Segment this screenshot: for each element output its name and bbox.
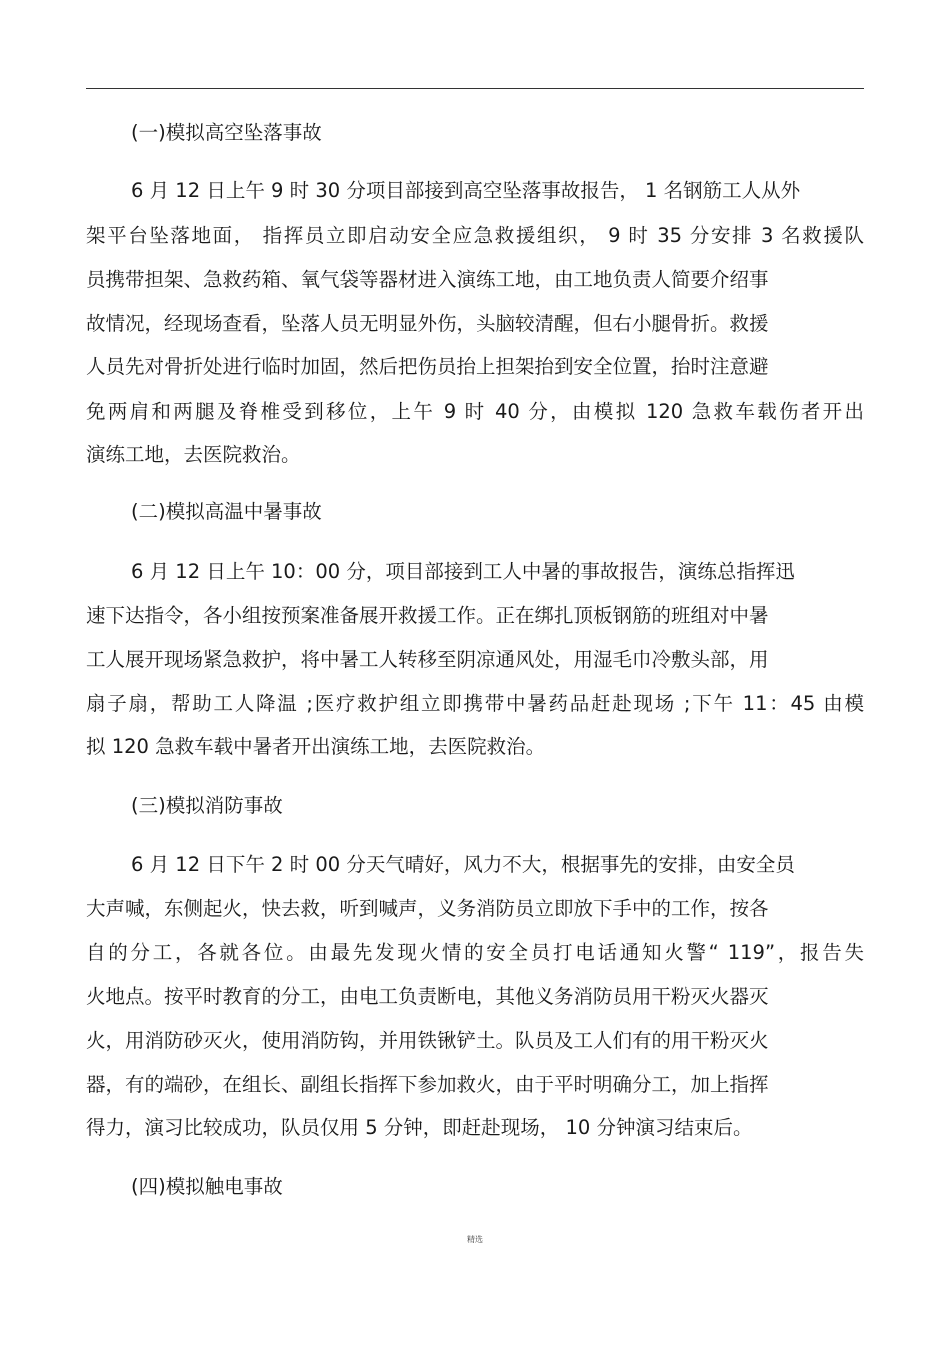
paragraph-2-line-3: 工人展开现场紧急救护，将中暑工人转移至阴凉通风处，用湿毛巾冷敷头部，用 xyxy=(86,648,769,671)
paragraph-3-line-2: 大声喊，东侧起火，快去救，听到喊声，义务消防员立即放下手中的工作，按各 xyxy=(86,897,769,920)
paragraph-3-line-6: 器，有的端砂，在组长、副组长指挥下参加救火，由于平时明确分工，加上指挥 xyxy=(86,1073,769,1096)
section-heading-1: (一)模拟高空坠落事故 xyxy=(131,121,322,144)
section-heading-2: (二)模拟高温中暑事故 xyxy=(131,500,322,523)
paragraph-1-line-6: 免两肩和两腿及脊椎受到移位，上午 9 时 40 分，由模拟 120 急救车载伤者开出 xyxy=(86,400,864,423)
paragraph-3-line-4: 火地点。按平时教育的分工，由电工负责断电，其他义务消防员用干粉灭火器灭 xyxy=(86,985,769,1008)
paragraph-3-line-7: 得力，演习比较成功，队员仅用 5 分钟，即赶赴现场， 10 分钟演习结束后。 xyxy=(86,1116,753,1139)
paragraph-3-line-3: 自的分工，各就各位。由最先发现火情的安全员打电话通知火警“ 119”，报告失 xyxy=(86,941,864,964)
paragraph-3-line-1: 6 月 12 日下午 2 时 00 分天气晴好，风力不大，根据事先的安排，由安全员 xyxy=(131,853,795,876)
paragraph-2-line-4: 扇子扇，帮助工人降温 ;医疗救护组立即携带中暑药品赶赴现场 ;下午 11：45 由模 xyxy=(86,692,864,715)
paragraph-1-line-3: 员携带担架、急救药箱、氧气袋等器材进入演练工地，由工地负责人简要介绍事 xyxy=(86,268,769,291)
header-rule xyxy=(86,88,864,89)
paragraph-3-line-5: 火，用消防砂灭火，使用消防钩，并用铁锹铲土。队员及工人们有的用干粉灭火 xyxy=(86,1029,769,1052)
paragraph-1-line-5: 人员先对骨折处进行临时加固，然后把伤员抬上担架抬到安全位置，抬时注意避 xyxy=(86,355,769,378)
paragraph-1-line-4: 故情况，经现场查看，坠落人员无明显外伤，头脑较清醒，但右小腿骨折。救援 xyxy=(86,312,769,335)
paragraph-2-line-2: 速下达指令，各小组按预案准备展开救援工作。正在绑扎顶板钢筋的班组对中暑 xyxy=(86,604,769,627)
paragraph-2-line-5: 拟 120 急救车载中暑者开出演练工地，去医院救治。 xyxy=(86,735,546,758)
paragraph-1-line-7: 演练工地，去医院救治。 xyxy=(86,443,301,466)
section-heading-4: (四)模拟触电事故 xyxy=(131,1175,283,1198)
paragraph-1-line-1: 6 月 12 日上午 9 时 30 分项目部接到高空坠落事故报告， 1 名钢筋工人从外 xyxy=(131,179,801,202)
paragraph-2-line-1: 6 月 12 日上午 10：00 分，项目部接到工人中暑的事故报告，演练总指挥迅 xyxy=(131,560,795,583)
paragraph-1-line-2: 架平台坠落地面， 指挥员立即启动安全应急救援组织， 9 时 35 分安排 3 名救援队 xyxy=(86,224,864,247)
section-heading-3: (三)模拟消防事故 xyxy=(131,794,283,817)
page-footer: 精选 xyxy=(467,1235,483,1244)
